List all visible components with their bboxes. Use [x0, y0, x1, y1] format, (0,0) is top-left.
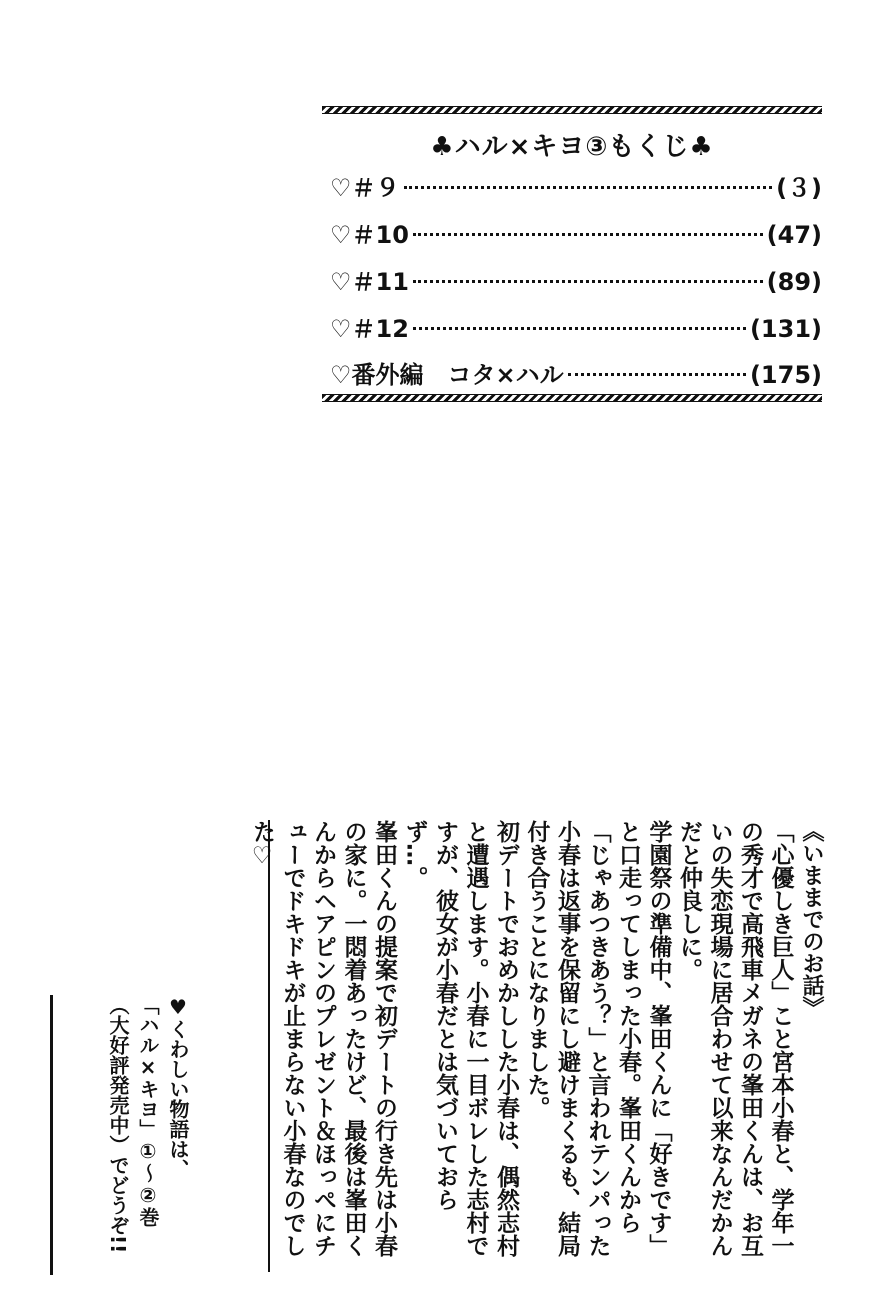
story-paragraph: 峯田くんの提案で初デートの行き先は小春の家に。一悶着あったけど、最後は峯田くんからヘアピンのプレゼント＆ほっぺにチューでドキドキが止まらない小春なのでした♡ [249, 820, 397, 1257]
toc-entry-page: (47) [766, 221, 822, 249]
toc-entry [330, 168, 822, 204]
story-paragraph: 初デートでおめかしした小春は、偶然志村と遭遇します。小春に一目ボレした志村ですが、彼女が小春だとは気づいておらず…。 [401, 820, 519, 1257]
leader-dots [568, 373, 746, 376]
leader-dots [413, 233, 763, 236]
toc-entry-label: ♡＃９ [330, 174, 400, 202]
toc-entry-label: ♡＃10 [330, 221, 409, 249]
toc-entry-label: ♡＃11 [330, 268, 409, 296]
promo-line: （大好評発売中）でどうぞ!! [106, 995, 130, 1254]
toc-entry-page: (89) [766, 268, 822, 296]
toc-entry [330, 309, 822, 345]
toc-entry-page: (３) [776, 174, 822, 202]
leader-dots [413, 280, 763, 283]
story-paragraph: 学園祭の準備中、峯田くんに「好きです」と口走ってしまった小春。峯田くんから「じゃあつきあう？」と言われテンパった小春は返事を保留にし避けまくるも、結局付き合うことになりました。 [523, 820, 672, 1257]
volume-promo [50, 995, 193, 1275]
story-paragraph: 「心優しき巨人」こと宮本小春と、学年一の秀才で高飛車メガネの峯田くんは、お互いの失恋現場に居合わせて以来なんだかんだと仲良しに。 [676, 820, 794, 1257]
story-heading: 《いままでのお話》 [799, 820, 824, 1018]
story-text [247, 820, 827, 1272]
promo-line: 「ハル×キヨ」①〜②巻 [136, 995, 160, 1227]
decorative-border-top [322, 106, 822, 114]
leader-dots [404, 186, 773, 189]
toc-entry-page: (175) [749, 361, 822, 389]
leader-dots [413, 327, 746, 330]
toc-entry-page: (131) [749, 315, 822, 343]
promo-line: ♥くわしい物語は、 [166, 995, 190, 1179]
toc-entry-label: ♡番外編 コタ×ハル [330, 361, 564, 389]
toc-entry [330, 262, 822, 298]
story-so-far [249, 820, 826, 1272]
toc-entry [330, 215, 822, 251]
table-of-contents [322, 106, 822, 404]
promo-text [103, 995, 193, 1275]
toc-entry-label: ♡＃12 [330, 315, 409, 343]
decorative-border-bottom [322, 394, 822, 402]
toc-entry [330, 355, 822, 391]
toc-title: ♣ハル×キヨ③もくじ♣ [430, 132, 714, 162]
